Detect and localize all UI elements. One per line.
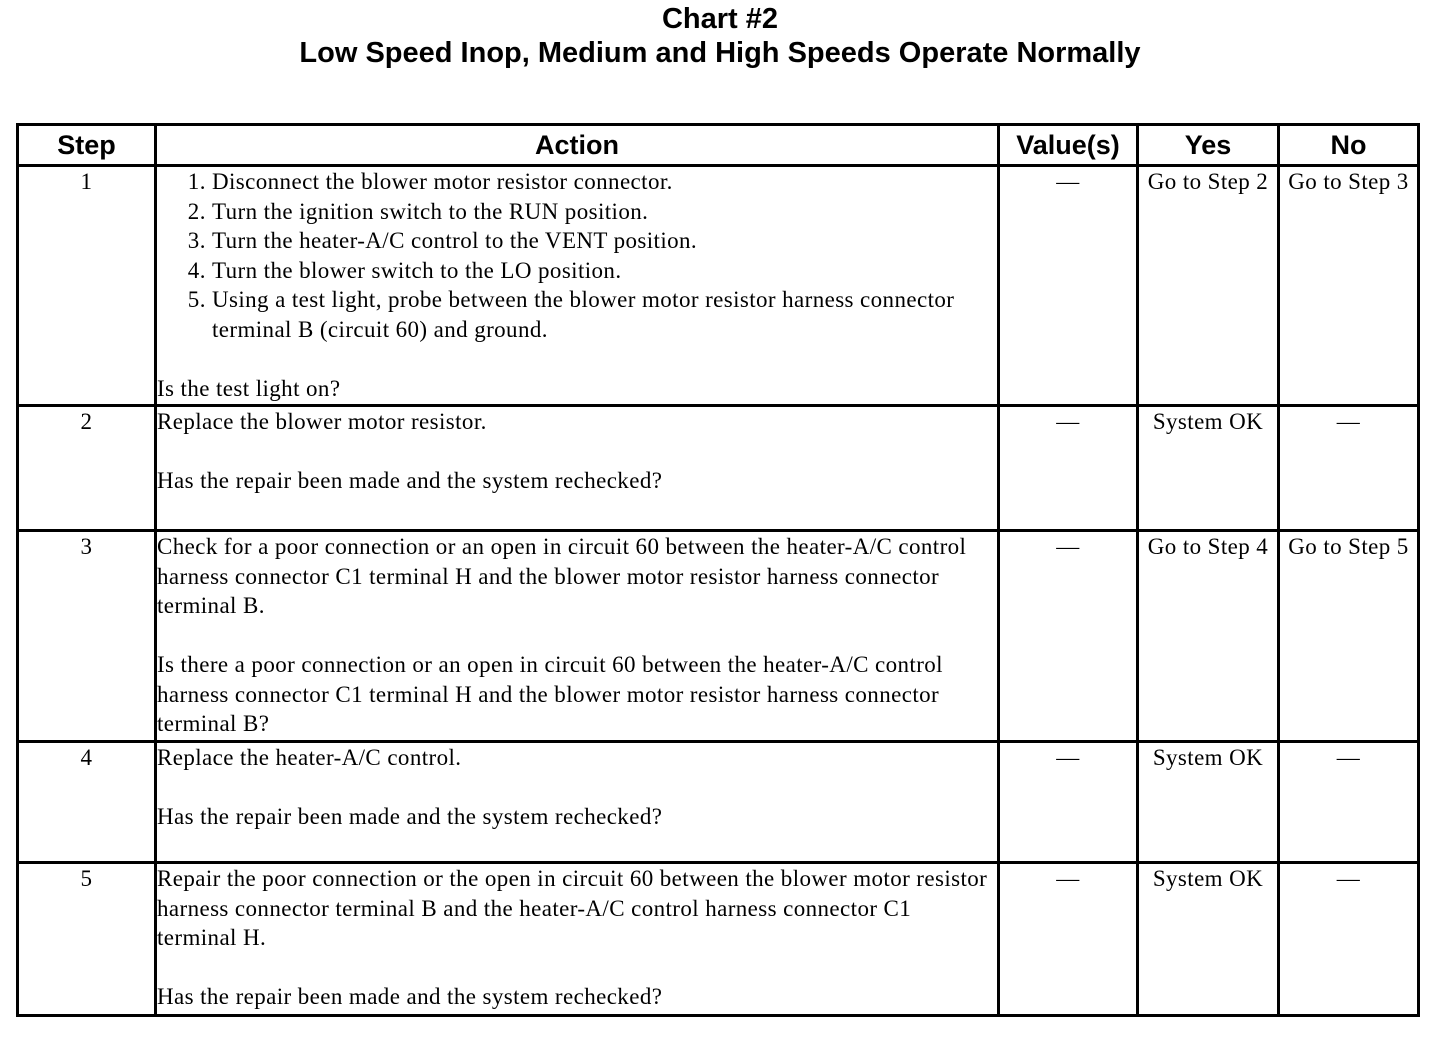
chart-title-line1: Chart #2 bbox=[661, 3, 779, 35]
action-text: Replace the heater-A/C control. bbox=[157, 745, 462, 770]
table-header-row bbox=[18, 125, 1419, 166]
header-values: Value(s) bbox=[999, 125, 1138, 166]
values-cell: — bbox=[999, 531, 1138, 742]
table-row bbox=[18, 166, 1419, 406]
header-yes: Yes bbox=[1138, 125, 1279, 166]
action-question: Has the repair been made and the system rechecked? bbox=[157, 984, 663, 1009]
no-cell: — bbox=[1279, 863, 1419, 1016]
table-row bbox=[18, 531, 1419, 742]
step-number: 1 bbox=[18, 166, 156, 406]
step-number: 2 bbox=[18, 406, 156, 531]
yes-cell: System OK bbox=[1138, 406, 1279, 531]
no-cell: Go to Step 3 bbox=[1279, 166, 1419, 406]
values-cell: — bbox=[999, 166, 1138, 406]
action-question: Is there a poor connection or an open in circuit 60 between the heater-A/C control harness connector C1 terminal H and the blower motor resistor harness connector terminal B? bbox=[157, 652, 943, 736]
action-cell bbox=[156, 531, 999, 742]
action-step-item: 1. Disconnect the blower motor resistor connector. bbox=[212, 167, 997, 197]
action-step-item: 4. Turn the blower switch to the LO position. bbox=[212, 256, 997, 286]
values-cell: — bbox=[999, 863, 1138, 1016]
action-step-item: 3. Turn the heater-A/C control to the VENT position. bbox=[212, 226, 997, 256]
action-cell bbox=[156, 406, 999, 531]
chart-title-line2: Low Speed Inop, Medium and High Speeds Operate Normally bbox=[299, 37, 1141, 69]
step-number: 3 bbox=[18, 531, 156, 742]
values-cell: — bbox=[999, 406, 1138, 531]
action-text: Check for a poor connection or an open in circuit 60 between the heater-A/C control harness connector C1 terminal H and the blower motor resistor harness connector terminal B. bbox=[157, 534, 967, 618]
step-number: 5 bbox=[18, 863, 156, 1016]
yes-cell: System OK bbox=[1138, 742, 1279, 863]
yes-cell: Go to Step 4 bbox=[1138, 531, 1279, 742]
action-step-list bbox=[157, 167, 997, 344]
action-question: Has the repair been made and the system rechecked? bbox=[157, 804, 663, 829]
action-text: Repair the poor connection or the open in circuit 60 between the blower motor resistor harness connector terminal B and the heater-A/C control harness connector C1 terminal H. bbox=[157, 866, 988, 950]
chart-title bbox=[0, 2, 1440, 70]
no-cell: Go to Step 5 bbox=[1279, 531, 1419, 742]
action-step-item: 2. Turn the ignition switch to the RUN position. bbox=[212, 197, 997, 227]
no-cell: — bbox=[1279, 742, 1419, 863]
yes-cell: Go to Step 2 bbox=[1138, 166, 1279, 406]
table-row bbox=[18, 863, 1419, 1016]
no-cell: — bbox=[1279, 406, 1419, 531]
header-action: Action bbox=[156, 125, 999, 166]
action-cell bbox=[156, 742, 999, 863]
table-row bbox=[18, 406, 1419, 531]
table-row bbox=[18, 742, 1419, 863]
header-no: No bbox=[1279, 125, 1419, 166]
action-text: Replace the blower motor resistor. bbox=[157, 409, 487, 434]
action-question: Has the repair been made and the system rechecked? bbox=[157, 468, 663, 493]
diagnostic-table bbox=[16, 123, 1420, 1017]
action-step-item: 5. Using a test light, probe between the blower motor resistor harness connector terminal B (circuit 60) and ground. bbox=[212, 285, 997, 344]
action-question: Is the test light on? bbox=[157, 375, 341, 401]
action-cell bbox=[156, 863, 999, 1016]
step-number: 4 bbox=[18, 742, 156, 863]
action-cell bbox=[156, 166, 999, 406]
header-step: Step bbox=[18, 125, 156, 166]
values-cell: — bbox=[999, 742, 1138, 863]
yes-cell: System OK bbox=[1138, 863, 1279, 1016]
